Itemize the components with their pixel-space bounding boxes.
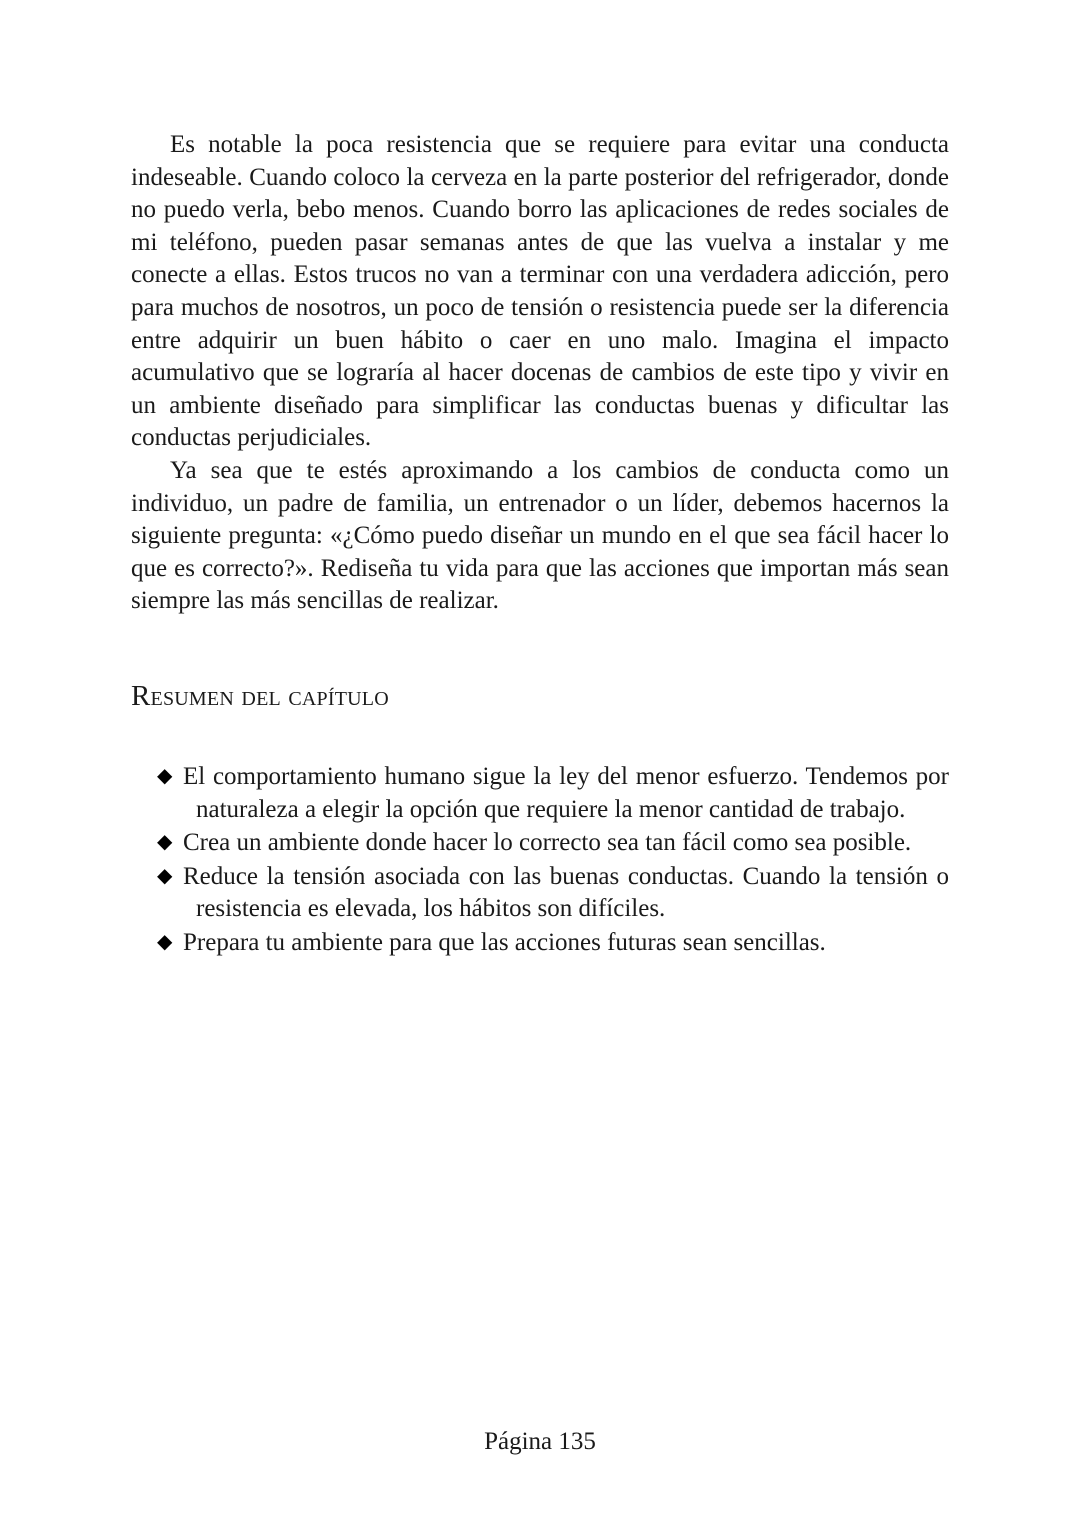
summary-list — [157, 760, 949, 960]
diamond-bullet-icon: ◆ — [157, 864, 173, 887]
summary-item-1 — [157, 760, 949, 826]
paragraph-1: Es notable la poca resistencia que se requiere para evitar una conducta indeseable. Cuando coloco la cerveza en la parte posterior del refrigerador, donde no puedo verla, bebo menos. Cuando borro las aplicaciones de redes sociales de mi teléfono, pueden pasar semanas antes de que las vuelva a instalar y me conecte a ellas. Estos trucos no van a terminar con una verdadera adicción, pero para muchos de nosotros, un poco de tensión o resistencia puede ser la diferencia entre adquirir un buen hábito o caer en uno malo. Imagina el impacto acumulativo que se lograría al hacer docenas de cambios de este tipo y vivir en un ambiente diseñado para simplificar las conductas buenas y dificultar las conductas perjudiciales. — [131, 131, 949, 452]
summary-item-3 — [157, 860, 949, 926]
body-text — [131, 129, 949, 618]
summary-item-text: Reduce la tensión asociada con las buenas conductas. Cuando la tensión o resistencia es elevada, los hábitos son difíciles. — [183, 862, 949, 923]
diamond-bullet-icon: ◆ — [157, 831, 173, 854]
diamond-bullet-icon: ◆ — [157, 765, 173, 787]
paragraph-2: Ya sea que te estés aproximando a los cambios de conducta como un individuo, un padre de familia, un entrenador o un líder, debemos hacernos la siguiente pregunta: «¿Cómo puedo diseñar un mundo en el que sea fácil hacer lo que es correcto?». Rediseña tu vida para que las acciones que importan más sean siempre las más sencillas de realizar. — [131, 456, 949, 615]
summary-item-2 — [157, 826, 949, 860]
summary-item-text: Prepara tu ambiente para que las acciones futuras sean sencillas. — [183, 928, 826, 956]
summary-item-text: El comportamiento humano sigue la ley del menor esfuerzo. Tendemos por naturaleza a elegir la opción que requiere la menor cantidad de trabajo. — [183, 763, 949, 823]
page-number: Página 135 — [484, 1428, 596, 1455]
diamond-bullet-icon: ◆ — [157, 930, 173, 953]
summary-heading: Resumen del capítulo — [131, 680, 389, 712]
summary-item-4 — [157, 926, 949, 960]
summary-item-text: Crea un ambiente donde hacer lo correcto sea tan fácil como sea posible. — [183, 829, 912, 857]
